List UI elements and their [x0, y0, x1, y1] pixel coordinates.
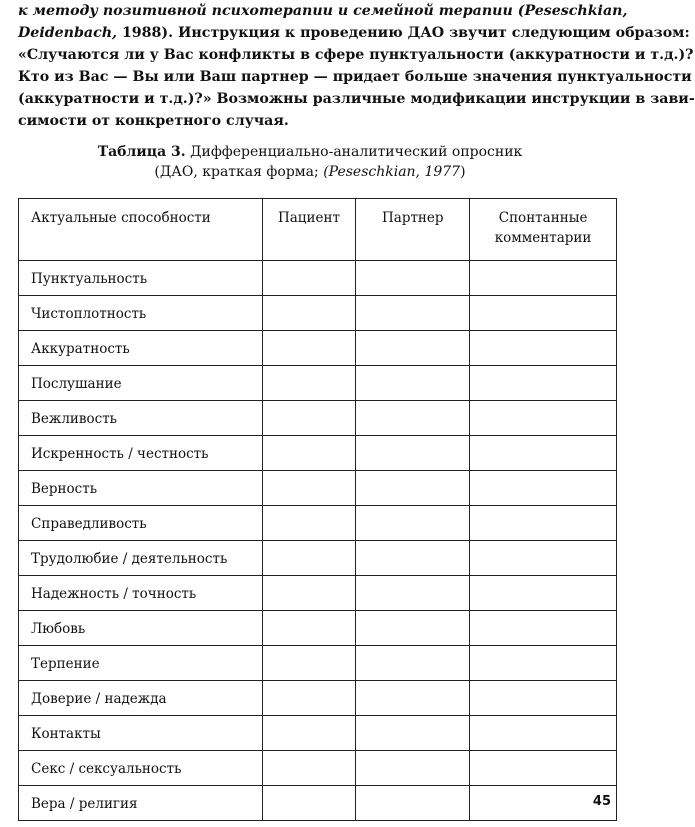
- ability-label: Любовь: [19, 611, 263, 646]
- table-row: [19, 576, 617, 611]
- table-subcaption: [0, 162, 620, 182]
- table-header-row: [19, 199, 617, 261]
- table-row: [19, 506, 617, 541]
- intro-line-2-citation: Deidenbach,: [18, 25, 117, 41]
- patient-cell[interactable]: [262, 331, 356, 366]
- table-label: Таблица 3.: [97, 144, 186, 160]
- comment-cell[interactable]: [470, 681, 617, 716]
- table-row: [19, 541, 617, 576]
- comment-cell[interactable]: [470, 716, 617, 751]
- comment-cell[interactable]: [470, 751, 617, 786]
- ability-label: Терпение: [19, 646, 263, 681]
- ability-label: Вера / религия: [19, 786, 263, 821]
- subcaption-end: ): [460, 164, 466, 180]
- ability-label: Аккуратность: [19, 331, 263, 366]
- patient-cell[interactable]: [262, 681, 356, 716]
- table-title: Дифференциально-аналитический опросник: [185, 144, 523, 160]
- table-row: [19, 331, 617, 366]
- partner-cell[interactable]: [356, 261, 470, 296]
- table-row: [19, 296, 617, 331]
- ability-label: Справедливость: [19, 506, 263, 541]
- comment-cell[interactable]: [470, 471, 617, 506]
- comment-cell[interactable]: [470, 611, 617, 646]
- header-patient: Пациент: [262, 199, 356, 261]
- table-row: [19, 611, 617, 646]
- partner-cell[interactable]: [356, 786, 470, 821]
- patient-cell[interactable]: [262, 611, 356, 646]
- partner-cell[interactable]: [356, 331, 470, 366]
- ability-label: Верность: [19, 471, 263, 506]
- intro-paragraph: [18, 0, 695, 132]
- subcaption-start: (ДАО, краткая форма;: [154, 164, 324, 180]
- subcaption-source: (Peseschkian, 1977: [323, 164, 461, 180]
- patient-cell[interactable]: [262, 436, 356, 471]
- comment-cell[interactable]: [470, 541, 617, 576]
- ability-label: Контакты: [19, 716, 263, 751]
- table-row: [19, 646, 617, 681]
- patient-cell[interactable]: [262, 366, 356, 401]
- header-comments: Спонтанные комментарии: [470, 199, 617, 261]
- table-row: [19, 366, 617, 401]
- intro-line-2: 1988). Инструкция к проведению ДАО звучит следующим образом:: [117, 25, 690, 41]
- partner-cell[interactable]: [356, 366, 470, 401]
- table-row: [19, 471, 617, 506]
- comment-cell[interactable]: [470, 261, 617, 296]
- page-number: 45: [592, 794, 611, 809]
- partner-cell[interactable]: [356, 296, 470, 331]
- ability-label: Надежность / точность: [19, 576, 263, 611]
- partner-cell[interactable]: [356, 401, 470, 436]
- questionnaire-table: [18, 198, 617, 821]
- comment-cell[interactable]: [470, 401, 617, 436]
- partner-cell[interactable]: [356, 576, 470, 611]
- comment-cell[interactable]: [470, 506, 617, 541]
- patient-cell[interactable]: [262, 401, 356, 436]
- partner-cell[interactable]: [356, 436, 470, 471]
- partner-cell[interactable]: [356, 646, 470, 681]
- header-partner: Партнер: [356, 199, 470, 261]
- intro-line-3: «Случаются ли у Вас конфликты в сфере пунктуальности (аккуратности и т.д.)?: [18, 47, 694, 63]
- patient-cell[interactable]: [262, 261, 356, 296]
- table-row: [19, 681, 617, 716]
- table-caption: [0, 142, 620, 162]
- table-row: [19, 261, 617, 296]
- intro-line-1: к методу позитивной психотерапии и семейной терапии (Peseschkian,: [18, 3, 628, 19]
- ability-label: Пунктуальность: [19, 261, 263, 296]
- patient-cell[interactable]: [262, 506, 356, 541]
- comment-cell[interactable]: [470, 366, 617, 401]
- intro-line-4: Кто из Вас — Вы или Ваш партнер — придает больше значения пунктуальности: [18, 69, 692, 85]
- patient-cell[interactable]: [262, 541, 356, 576]
- table-row: [19, 716, 617, 751]
- comment-cell[interactable]: [470, 331, 617, 366]
- patient-cell[interactable]: [262, 296, 356, 331]
- patient-cell[interactable]: [262, 716, 356, 751]
- ability-label: Вежливость: [19, 401, 263, 436]
- table-row: [19, 751, 617, 786]
- intro-line-5: (аккуратности и т.д.)?» Возможны различные модификации инструкции в зави-: [18, 91, 695, 107]
- comment-cell[interactable]: [470, 646, 617, 681]
- ability-label: Искренность / честность: [19, 436, 263, 471]
- patient-cell[interactable]: [262, 646, 356, 681]
- ability-label: Трудолюбие / деятельность: [19, 541, 263, 576]
- partner-cell[interactable]: [356, 506, 470, 541]
- partner-cell[interactable]: [356, 541, 470, 576]
- ability-label: Чистоплотность: [19, 296, 263, 331]
- patient-cell[interactable]: [262, 576, 356, 611]
- comment-cell[interactable]: [470, 436, 617, 471]
- partner-cell[interactable]: [356, 611, 470, 646]
- ability-label: Послушание: [19, 366, 263, 401]
- partner-cell[interactable]: [356, 751, 470, 786]
- partner-cell[interactable]: [356, 681, 470, 716]
- patient-cell[interactable]: [262, 471, 356, 506]
- patient-cell[interactable]: [262, 751, 356, 786]
- table-row: [19, 786, 617, 821]
- partner-cell[interactable]: [356, 716, 470, 751]
- table-row: [19, 436, 617, 471]
- ability-label: Секс / сексуальность: [19, 751, 263, 786]
- intro-line-6: симости от конкретного случая.: [18, 113, 289, 129]
- header-abilities: Актуальные способности: [19, 199, 263, 261]
- comment-cell[interactable]: [470, 576, 617, 611]
- patient-cell[interactable]: [262, 786, 356, 821]
- partner-cell[interactable]: [356, 471, 470, 506]
- comment-cell[interactable]: [470, 296, 617, 331]
- ability-label: Доверие / надежда: [19, 681, 263, 716]
- table-row: [19, 401, 617, 436]
